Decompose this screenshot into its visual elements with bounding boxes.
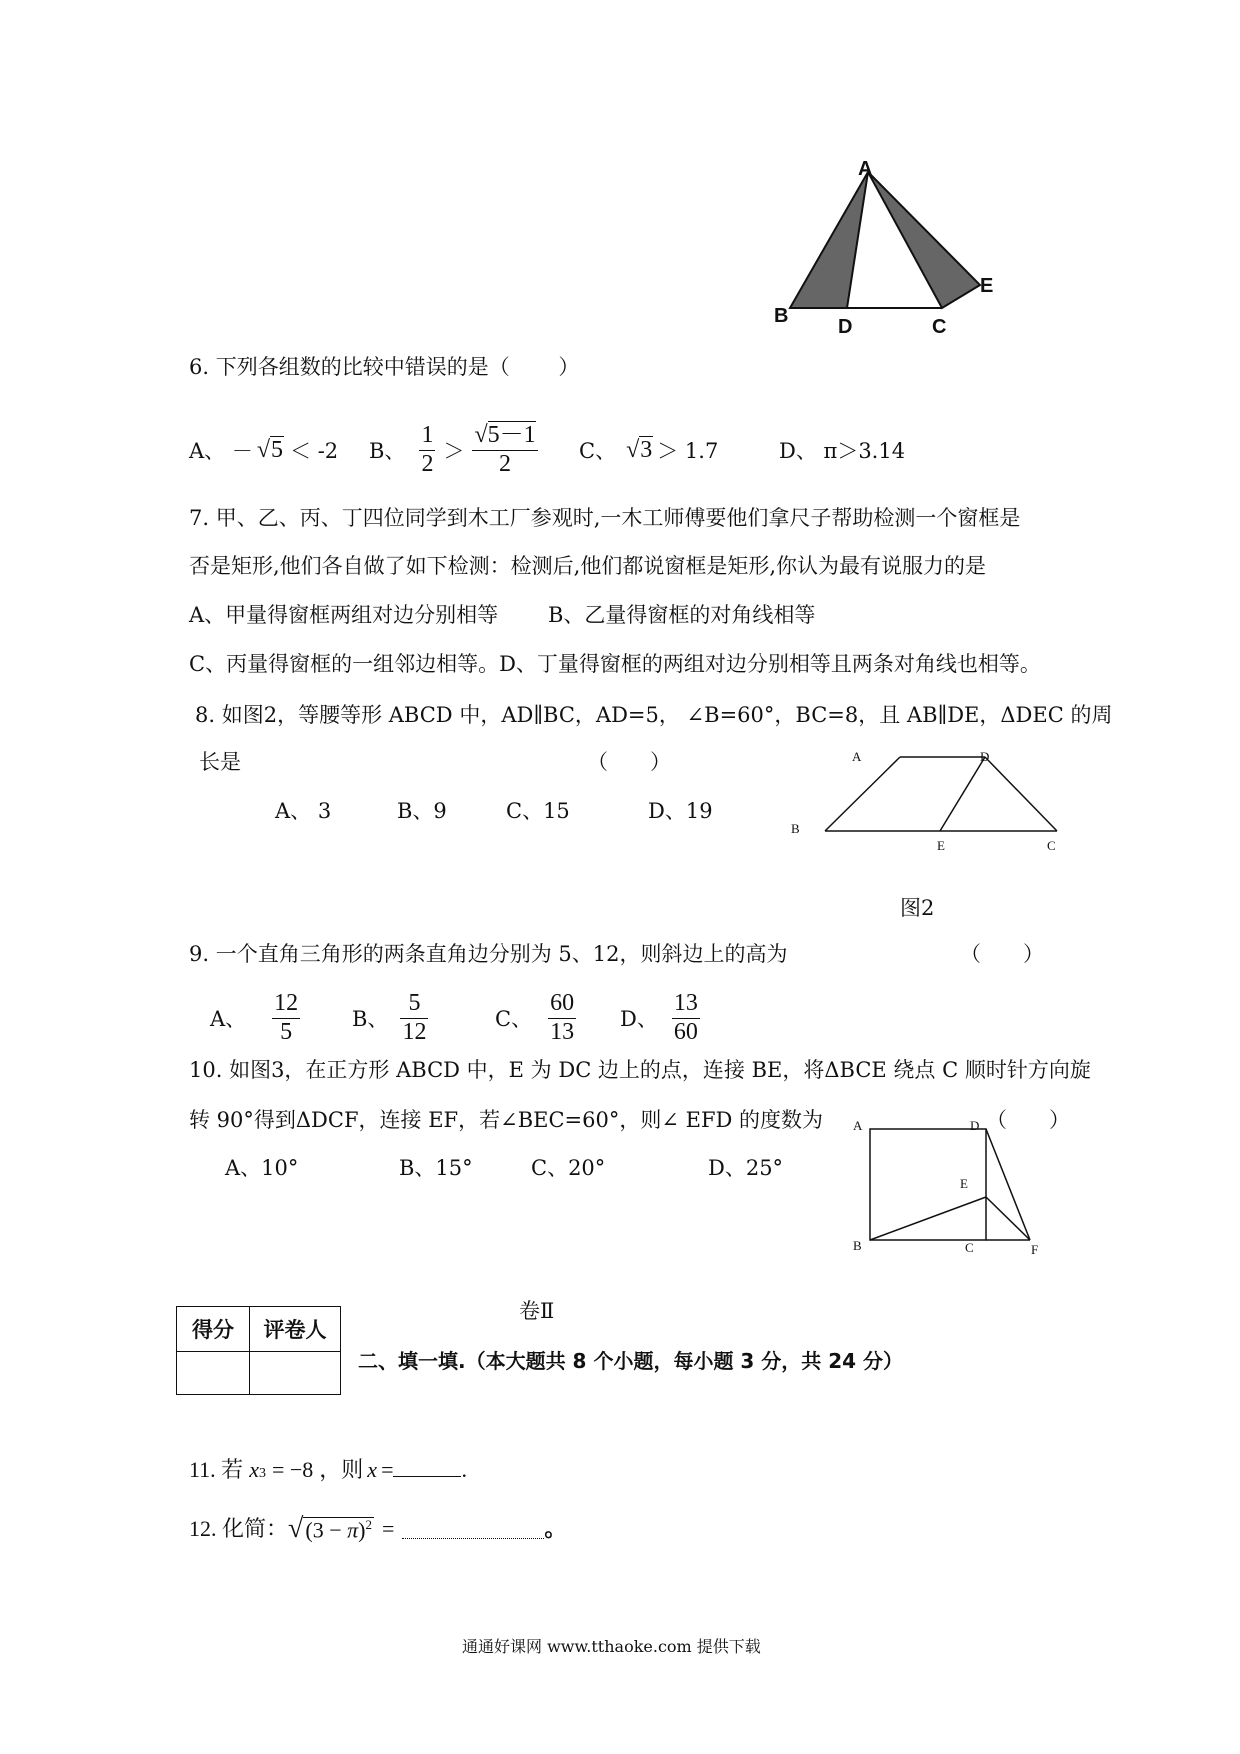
fig1-label-e: E — [980, 275, 994, 297]
fig3-label-c: C — [965, 1240, 974, 1255]
fig3-label-d: D — [970, 1118, 980, 1133]
sqrt-icon: √ — [288, 1513, 304, 1544]
q8-option-c: C、15 — [506, 799, 570, 823]
fig1-label-a: A — [858, 158, 873, 180]
fraction-one-half: $\frac{1}{2}$ — [421, 421, 434, 477]
q10-line-2: 转 90°得到ΔDCF，连接 EF，若∠BEC=60°，则∠ EFD 的度数为 — [189, 1108, 824, 1132]
q8-option-b: B、9 — [397, 799, 447, 823]
q6-options — [189, 418, 905, 482]
fig2-label-b: B — [791, 821, 800, 836]
fig3-label-a: A — [853, 1118, 863, 1133]
grader-header: 评卷人 — [250, 1307, 341, 1352]
figure-2-trapezoid — [820, 755, 1070, 835]
score-header: 得分 — [177, 1307, 250, 1352]
fig3-label-b: B — [853, 1238, 862, 1253]
q9-option-a: A、 $\frac{12}{5}$ — [210, 989, 299, 1045]
fig2-label-a: A — [852, 749, 862, 764]
fig3-label-e: E — [960, 1176, 968, 1191]
sqrt-icon: √5 — [256, 436, 284, 463]
q9-answer-paren: （ ） — [960, 942, 1044, 966]
q8-option-a: A、 3 — [275, 799, 332, 823]
q9-options — [210, 985, 700, 1051]
shaded-triangle-abd — [790, 172, 868, 308]
volume-ii-title: 卷Ⅱ — [519, 1299, 555, 1323]
q10-option-b: B、15° — [399, 1156, 473, 1180]
fig2-label-c: C — [1047, 838, 1056, 853]
q7-option-a: A、甲量得窗框两组对边分别相等 — [189, 603, 499, 627]
q7-line-1: 7. 甲、乙、丙、丁四位同学到木工厂参观时,一木工师傅要他们拿尺子帮助检测一个窗框是 — [189, 506, 1021, 530]
q8-line-1: 8. 如图2，等腰等形 ABCD 中，AD∥BC，AD=5， ∠B=60°，BC=8，且 AB∥DE，ΔDEC 的周 — [195, 703, 1113, 727]
q8-line-2: 长是 — [199, 750, 241, 774]
page-footer: 通通好课网 www.tthaoke.com 提供下载 — [462, 1637, 761, 1656]
q7-option-b: B、乙量得窗框的对角线相等 — [548, 603, 816, 627]
score-cell[interactable] — [177, 1352, 250, 1395]
q6-option-b: B、 $\frac{1}{2}$ ＞ $\frac{√5-1}{2}$ — [369, 421, 536, 477]
q11-answer-blank[interactable] — [393, 1458, 461, 1477]
q10-option-d: D、25° — [708, 1156, 784, 1180]
figure-2-caption: 图2 — [900, 896, 935, 920]
fig3-label-f: F — [1031, 1242, 1039, 1257]
q10-answer-paren: （ ） — [986, 1108, 1070, 1132]
q10-option-c: C、20° — [531, 1156, 606, 1180]
q6-option-d: D、 π＞3.14 — [779, 439, 906, 463]
q11: 11. 若 x 3 = −8 ，则 x = . — [189, 1457, 467, 1482]
q8-option-d: D、19 — [648, 799, 713, 823]
q10-option-a: A、10° — [225, 1156, 299, 1180]
fraction-root5-minus-1-over-2: $\frac{√5-1}{2}$ — [474, 421, 536, 477]
q12: 12. 化简： √ $(3 - \pi)^2$ = 。 — [189, 1513, 567, 1544]
figure-triangle-abcde — [770, 155, 1010, 345]
fig1-label-c: C — [932, 316, 947, 338]
fig2-label-d: D — [980, 749, 990, 764]
grader-cell[interactable] — [250, 1352, 341, 1395]
q6-option-a: A、 － √5 ＜ -2 — [189, 436, 339, 463]
q9-option-c: C、 $\frac{60}{13}$ — [495, 989, 575, 1045]
q6-stem: 6. 下列各组数的比较中错误的是（ ） — [189, 355, 580, 379]
q8-answer-paren: （ ） — [587, 750, 671, 774]
q9-option-d: D、 $\frac{13}{60}$ — [620, 989, 698, 1045]
q7-line-4: C、丙量得窗框的一组邻边相等。D、丁量得窗框的两组对边分别相等且两条对角线也相等。 — [189, 652, 1041, 676]
q9-stem: 9. 一个直角三角形的两条直角边分别为 5、12，则斜边上的高为 — [189, 942, 788, 966]
q12-answer-blank[interactable] — [402, 1520, 544, 1539]
q10-line-1: 10. 如图3，在正方形 ABCD 中，E 为 DC 边上的点，连接 BE，将ΔBCE 绕点 C 顺时针方向旋 — [189, 1058, 1091, 1082]
shaded-triangle-ace — [868, 172, 980, 308]
sqrt-icon: √3 — [626, 436, 653, 463]
fig1-label-b: B — [774, 305, 789, 327]
section-2-heading: 二、填一填.（本大题共 8 个小题，每小题 3 分，共 24 分） — [358, 1349, 904, 1373]
fig2-label-e: E — [937, 838, 945, 853]
q7-line-2: 否是矩形,他们各自做了如下检测：检测后,他们都说窗框是矩形,你认为最有说服力的是 — [189, 554, 987, 578]
figure-3-square — [860, 1125, 1040, 1245]
score-table — [176, 1306, 341, 1395]
q9-option-b: B、 $\frac{5}{12}$ — [352, 989, 427, 1045]
q6-option-c: C、 √3 ＞ 1.7 — [579, 436, 719, 463]
fig1-label-d: D — [838, 316, 853, 338]
